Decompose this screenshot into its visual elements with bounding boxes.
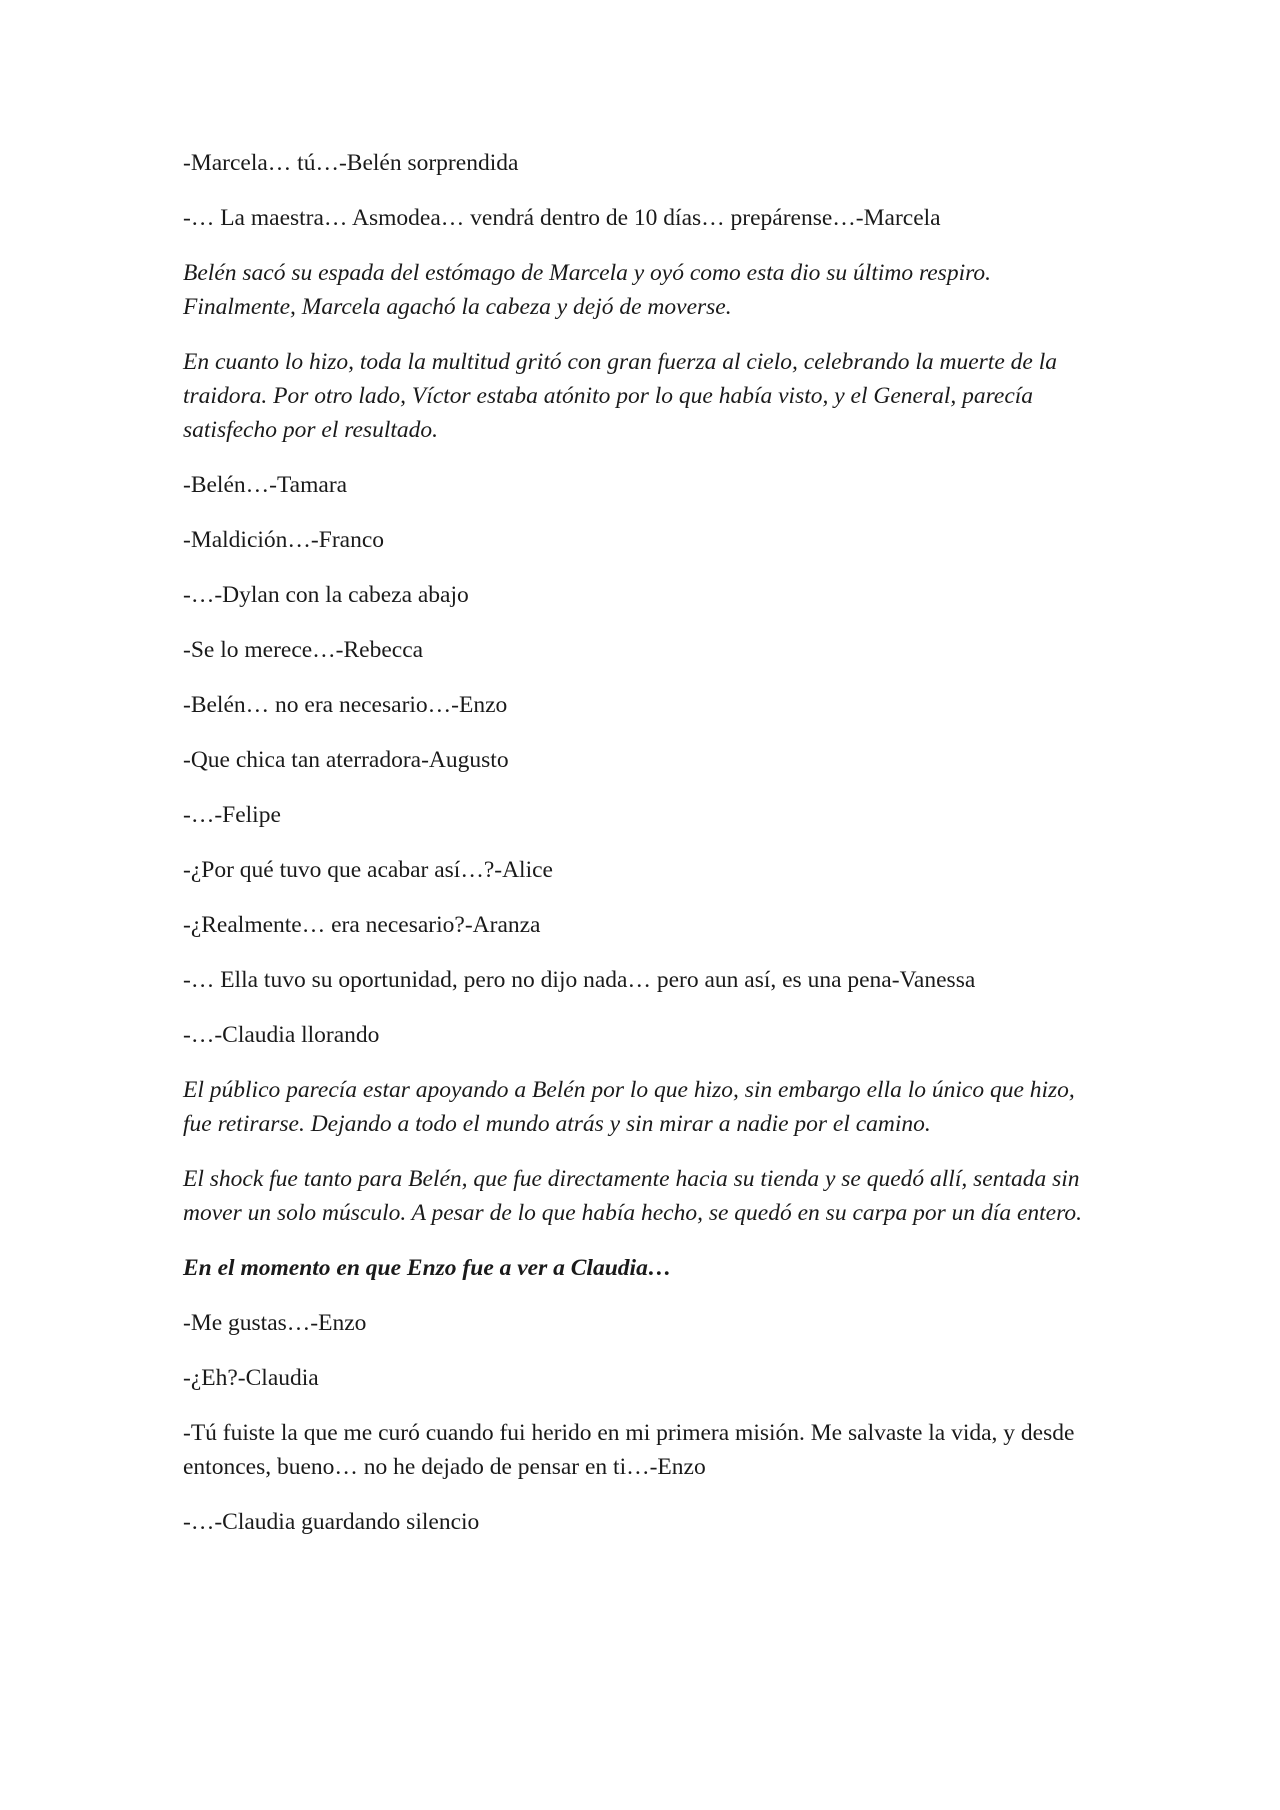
dialogue-line: -Maldición…-Franco bbox=[183, 527, 385, 553]
narrative-paragraph: Belén sacó su espada del estómago de Marcela y oyó como esta dio su último respiro. Finalmente, Marcela agachó la cabeza y dejó de moverse. bbox=[183, 260, 991, 320]
dialogue-line: -Belén… no era necesario…-Enzo bbox=[183, 692, 508, 718]
dialogue-line: -Que chica tan aterradora-Augusto bbox=[183, 747, 509, 773]
dialogue-line: -¿Por qué tuvo que acabar así…?-Alice bbox=[183, 857, 553, 883]
dialogue-line: -Belén…-Tamara bbox=[183, 472, 348, 498]
dialogue-line: -Se lo merece…-Rebecca bbox=[183, 637, 424, 663]
dialogue-line: -¿Realmente… era necesario?-Aranza bbox=[183, 912, 541, 938]
dialogue-line: -Tú fuiste la que me curó cuando fui herido en mi primera misión. Me salvaste la vida, y desde entonces, bueno… no he dejado de pensar en ti…-Enzo bbox=[183, 1420, 1075, 1480]
dialogue-line: -… La maestra… Asmodea… vendrá dentro de 10 días… prepárense…-Marcela bbox=[183, 205, 941, 231]
scene-heading: En el momento en que Enzo fue a ver a Claudia… bbox=[183, 1255, 672, 1281]
dialogue-line: -…-Claudia llorando bbox=[183, 1022, 380, 1048]
dialogue-line: -…-Felipe bbox=[183, 802, 281, 828]
dialogue-line: -¿Eh?-Claudia bbox=[183, 1365, 319, 1391]
dialogue-line: -…-Dylan con la cabeza abajo bbox=[183, 582, 469, 608]
dialogue-line: -Me gustas…-Enzo bbox=[183, 1310, 367, 1336]
narrative-paragraph: El shock fue tanto para Belén, que fue directamente hacia su tienda y se quedó allí, sentada sin mover un solo músculo. A pesar de lo que había hecho, se quedó en su carpa por un día entero. bbox=[183, 1166, 1082, 1226]
document-body bbox=[183, 146, 1108, 1560]
narrative-paragraph: En cuanto lo hizo, toda la multitud gritó con gran fuerza al cielo, celebrando la muerte de la traidora. Por otro lado, Víctor estaba atónito por lo que había visto, y el General, parecía satisfecho por el resultado. bbox=[183, 349, 1057, 443]
narrative-paragraph: El público parecía estar apoyando a Belén por lo que hizo, sin embargo ella lo único que hizo, fue retirarse. Dejando a todo el mundo atrás y sin mirar a nadie por el camino. bbox=[183, 1077, 1075, 1137]
dialogue-line: -… Ella tuvo su oportunidad, pero no dijo nada… pero aun así, es una pena-Vanessa bbox=[183, 967, 976, 993]
dialogue-line: -Marcela… tú…-Belén sorprendida bbox=[183, 150, 519, 176]
dialogue-line: -…-Claudia guardando silencio bbox=[183, 1509, 480, 1535]
